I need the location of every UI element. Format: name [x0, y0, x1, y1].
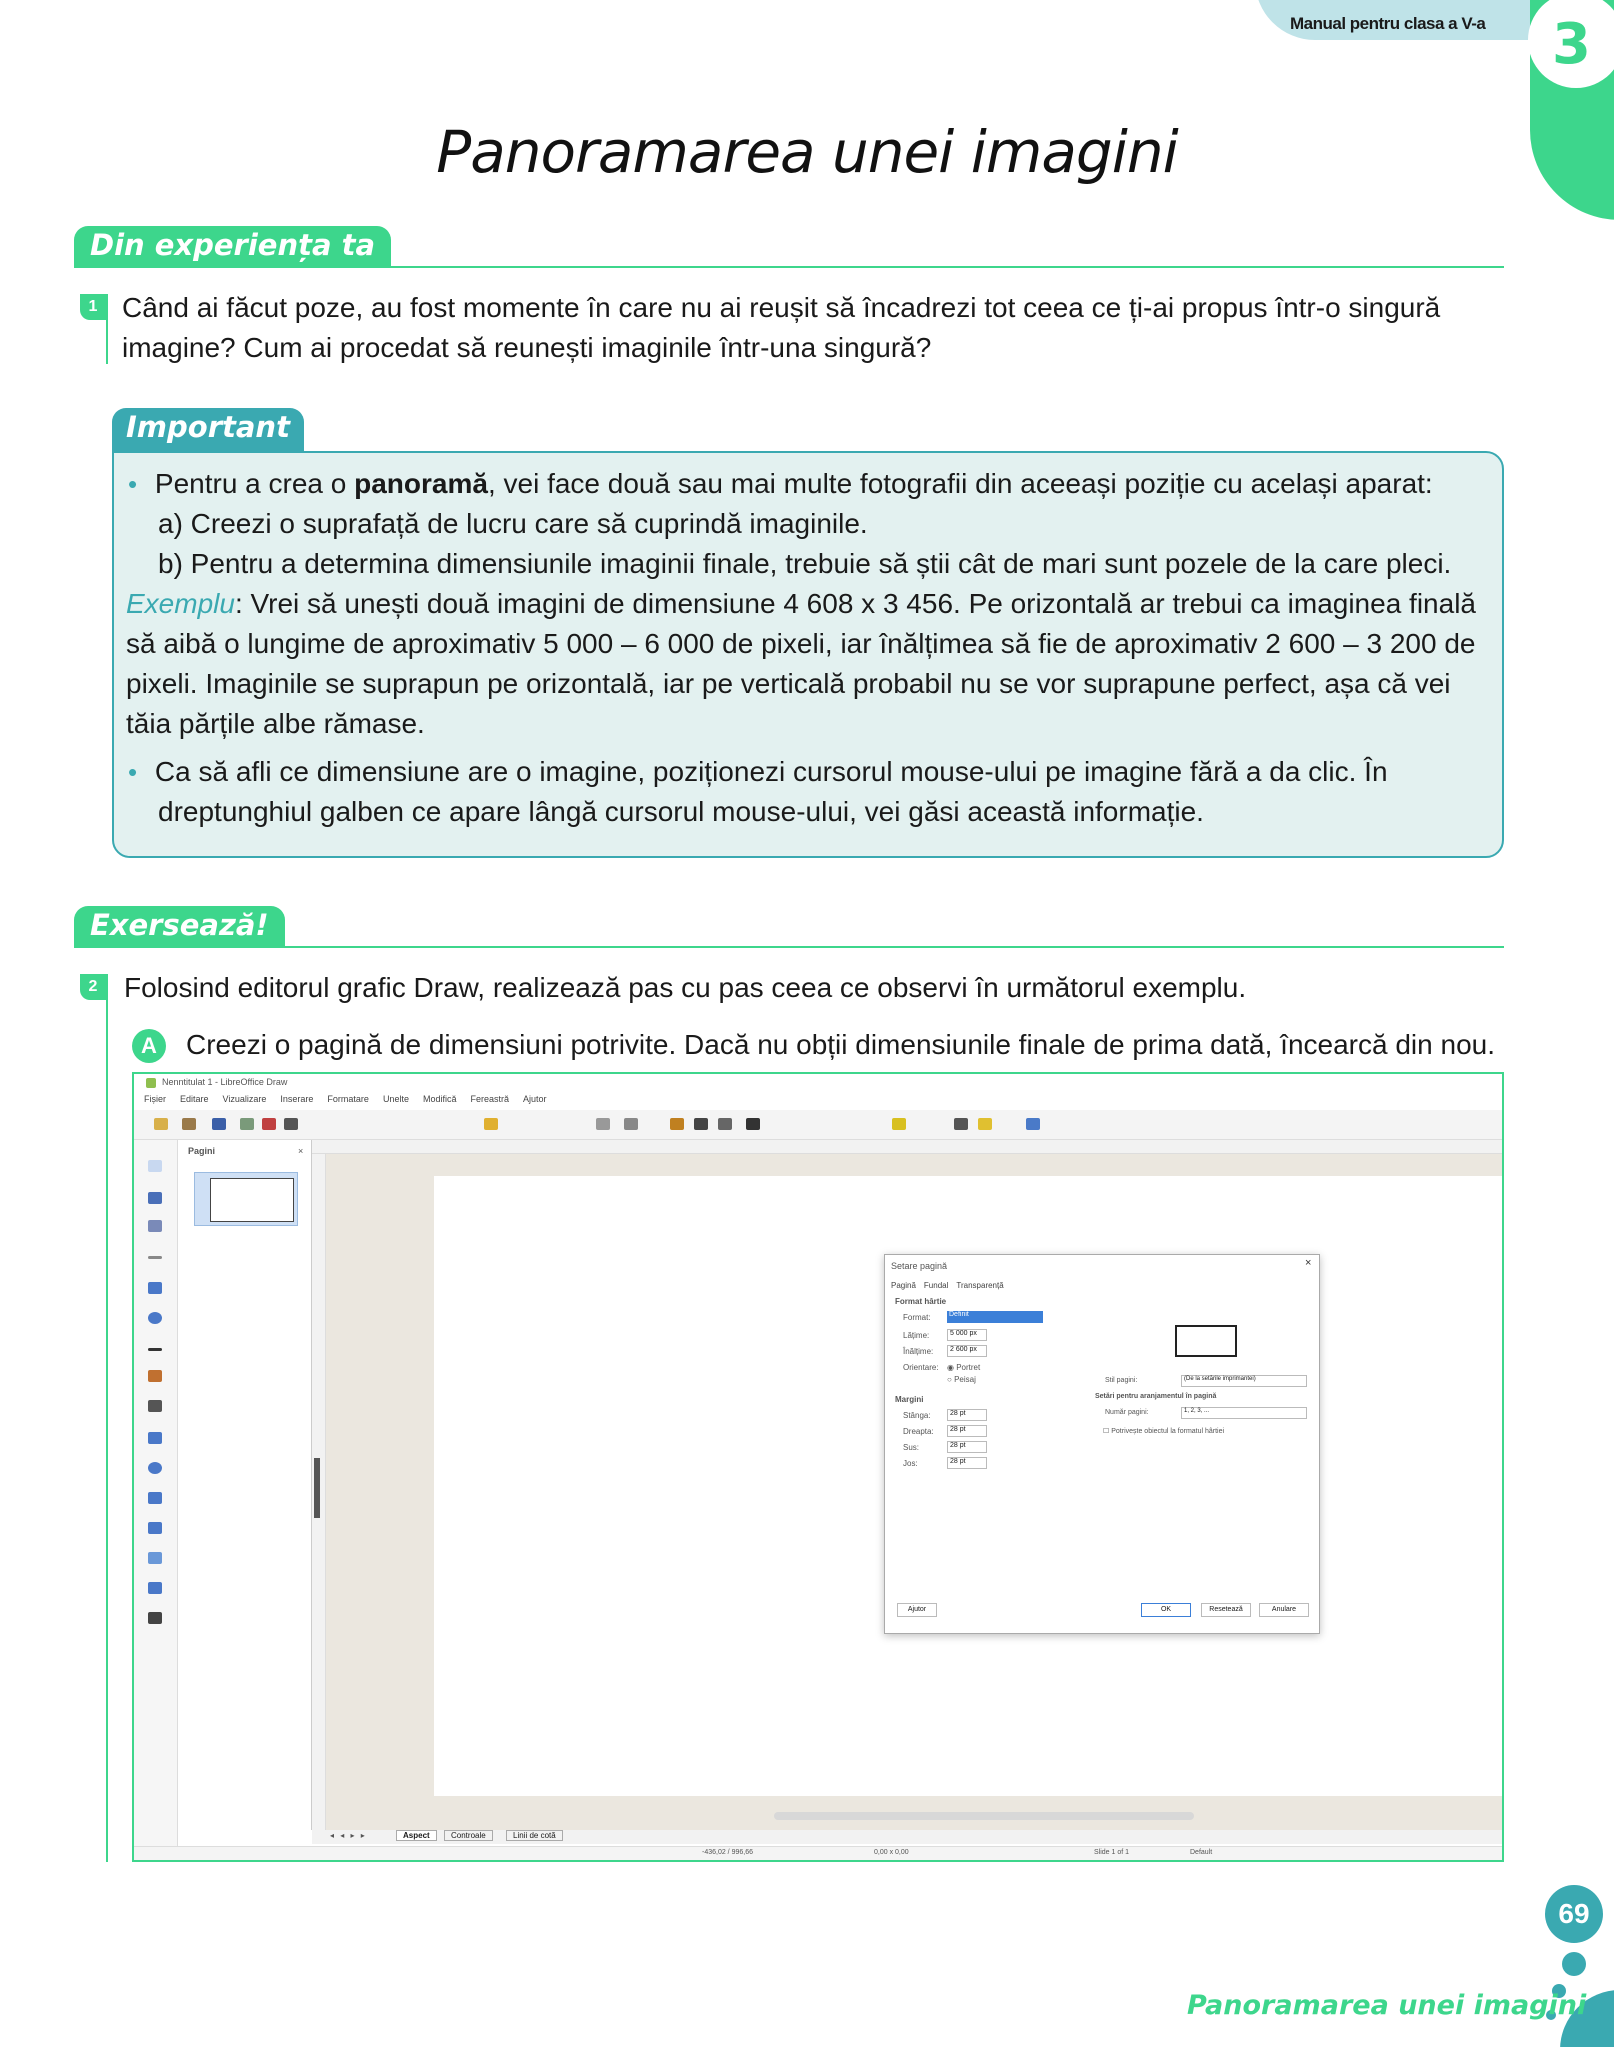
sub-item-b: b) Pentru a determina dimensiunile imaginii finale, trebuie să știi cât de mari sunt pozele de la care pleci.: [158, 548, 1452, 579]
pages-panel: [178, 1140, 312, 1830]
page-style-label: Stil pagini:: [1105, 1377, 1138, 1384]
image-icon[interactable]: [670, 1118, 684, 1130]
status-size: 0,00 x 0,00: [874, 1849, 909, 1856]
new-icon[interactable]: [154, 1118, 168, 1130]
draw-screenshot: [132, 1072, 1504, 1862]
horizontal-scrollbar[interactable]: [774, 1812, 1194, 1820]
tab-background[interactable]: Fundal: [923, 1281, 949, 1290]
points-icon[interactable]: [954, 1118, 968, 1130]
menu-item[interactable]: Ajutor: [522, 1094, 547, 1104]
page-thumbnail: [210, 1178, 294, 1222]
textbox-icon[interactable]: [694, 1118, 708, 1130]
media-icon[interactable]: [718, 1118, 732, 1130]
window-title: Nenntitulat 1 - LibreOffice Draw: [162, 1077, 288, 1087]
running-title: Panoramarea unei imagini: [1187, 1990, 1587, 2021]
app-icon: [146, 1078, 156, 1088]
cancel-button[interactable]: Anulare: [1259, 1603, 1309, 1617]
question-number: 2: [80, 974, 106, 1000]
save-icon[interactable]: [212, 1118, 226, 1130]
menu-item[interactable]: Inserare: [280, 1094, 314, 1104]
menu-item[interactable]: Modifică: [422, 1094, 457, 1104]
grid-icon[interactable]: [596, 1118, 610, 1130]
layer-tab[interactable]: Aspect: [396, 1830, 437, 1841]
flowchart-icon[interactable]: [148, 1522, 162, 1534]
margin-left-field[interactable]: 28 pt: [947, 1409, 987, 1421]
open-icon[interactable]: [182, 1118, 196, 1130]
page-numbers-select[interactable]: 1, 2, 3, ...: [1181, 1407, 1307, 1419]
section-divider: [74, 266, 1504, 268]
sub-item-a: a) Creezi o suprafață de lucru care să cuprindă imaginile.: [158, 508, 868, 539]
important-tag: Important: [112, 408, 304, 452]
bullet-line: • Pentru a crea o panoramă, vei face două sau mai multe fotografii din aceeași poziție cu același aparat:: [128, 468, 1433, 499]
status-position: -436,02 / 996,66: [702, 1849, 753, 1856]
menu-item[interactable]: Unelte: [382, 1094, 409, 1104]
paper-format-heading: Format hârtie: [895, 1297, 947, 1306]
example-line: tăia părțile albe rămase.: [126, 708, 425, 739]
example-line: Exemplu: Vrei să unești două imagini de dimensiune 4 608 x 3 456. Pe orizontală ar trebui ca imaginea finală: [126, 588, 1476, 619]
comment-icon[interactable]: [892, 1118, 906, 1130]
bullet-icon: •: [128, 469, 138, 499]
page-style-select[interactable]: (De la setările imprimantei): [1181, 1375, 1307, 1387]
tab-transparency[interactable]: Transparență: [956, 1281, 1004, 1290]
portrait-radio[interactable]: ◉ Portret: [947, 1363, 981, 1372]
margin-top-field[interactable]: 28 pt: [947, 1441, 987, 1453]
layer-tab[interactable]: Linii de cotă: [506, 1830, 563, 1841]
chapter-number: 3: [1552, 12, 1591, 77]
undo-icon[interactable]: [484, 1118, 498, 1130]
margin-bottom-field[interactable]: 28 pt: [947, 1457, 987, 1469]
width-label: Lățime:: [903, 1331, 930, 1340]
step-text: Creezi o pagină de dimensiuni potrivite. Dacă nu obții dimensiunile finale de prima dată, încearcă din nou.: [186, 1029, 1495, 1060]
block-arrows-icon[interactable]: [148, 1492, 162, 1504]
margin-right-field[interactable]: 28 pt: [947, 1425, 987, 1437]
select-icon[interactable]: [148, 1160, 162, 1172]
window-titlebar: [134, 1074, 1504, 1092]
rectangle-icon[interactable]: [148, 1282, 162, 1294]
zoom-icon[interactable]: [624, 1118, 638, 1130]
example-line: pixeli. Imaginile se suprapun pe orizontală, iar pe verticală probabil nu se vor suprapune perfect, așa că vei: [126, 668, 1451, 699]
reset-button[interactable]: Resetează: [1201, 1603, 1251, 1617]
bullet-line: dreptunghiul galben ce apare lângă cursorul mouse-ului, vei găsi această informație.: [158, 796, 1204, 827]
question-bar: [106, 974, 108, 1862]
margin-right-label: Dreapta:: [903, 1427, 934, 1436]
exercise-line: Folosind editorul grafic Draw, realizează pas cu pas ceea ce observi în următorul exemplu.: [124, 972, 1247, 1003]
fill-color-icon[interactable]: [148, 1220, 162, 1232]
format-label: Format:: [903, 1313, 931, 1322]
question-bar: [106, 294, 108, 364]
bullet-icon: •: [128, 757, 138, 787]
print-icon[interactable]: [284, 1118, 298, 1130]
question-number: 1: [80, 294, 106, 320]
help-button[interactable]: Ajutor: [897, 1603, 937, 1617]
step-badge: A: [132, 1029, 166, 1063]
example-line: să aibă o lungime de aproximativ 5 000 – 6 000 de pixeli, iar înălțimea să fie de aproximativ 2 600 – 3 200 de: [126, 628, 1476, 659]
menu-item[interactable]: Fișier: [144, 1094, 166, 1104]
dialog-tabs: [891, 1281, 1004, 1290]
page-numbers-label: Număr pagini:: [1105, 1409, 1149, 1416]
menu-item[interactable]: Fereastră: [470, 1094, 509, 1104]
rotate-icon[interactable]: [746, 1118, 760, 1130]
symbol-shapes-icon[interactable]: [148, 1462, 162, 1474]
toolbar: [134, 1110, 1504, 1140]
dialog-close-icon[interactable]: ×: [1305, 1257, 1312, 1269]
fit-object-checkbox[interactable]: ☐ Potrivește obiectul la formatul hârtiei: [1103, 1428, 1225, 1435]
status-master: Default: [1190, 1849, 1213, 1856]
ruler-marker: [314, 1458, 320, 1518]
menu-item[interactable]: Vizualizare: [222, 1094, 267, 1104]
callout-icon[interactable]: [148, 1552, 162, 1564]
close-icon[interactable]: ×: [298, 1146, 304, 1156]
export-icon[interactable]: [240, 1118, 254, 1130]
question-line: Când ai făcut poze, au fost momente în care nu ai reușit să încadrezi tot ceea ce ți-ai propus într-o singură: [122, 292, 1441, 323]
horizontal-ruler: [312, 1140, 1504, 1154]
status-slide: Slide 1 of 1: [1094, 1849, 1130, 1856]
pdf-icon[interactable]: [262, 1118, 276, 1130]
connector-icon[interactable]: [148, 1400, 162, 1412]
section-tag-exercise: Exersează!: [74, 906, 285, 948]
line-color-icon[interactable]: [148, 1192, 162, 1204]
margin-top-label: Sus:: [903, 1443, 920, 1452]
height-label: Înălțime:: [903, 1347, 934, 1356]
width-field[interactable]: 5 000 px: [947, 1329, 987, 1341]
question-line: imagine? Cum ai procedat să reunești imaginile într-una singură?: [122, 332, 932, 363]
keyword-panorama: panoramă: [354, 468, 488, 499]
format-select[interactable]: Definit: [947, 1311, 1043, 1323]
arrow-line-icon[interactable]: [148, 1348, 162, 1351]
status-bar: [134, 1846, 1504, 1862]
bullet-line: • Ca să afli ce dimensiune are o imagine, poziționezi cursorul mouse-ului pe imagine fără a da clic. În: [128, 756, 1388, 787]
tab-nav-arrows[interactable]: ◂ ◂ ▸ ▸: [330, 1831, 367, 1840]
page-number: 69: [1545, 1885, 1603, 1943]
line-tool-icon[interactable]: [148, 1256, 162, 1259]
page-setup-dialog: [884, 1254, 1320, 1634]
page-title: Panoramarea unei imagini: [436, 118, 1178, 186]
margin-left-label: Stânga:: [903, 1411, 931, 1420]
layout-settings-heading: Setări pentru aranjamentul în pagină: [1095, 1393, 1217, 1400]
ellipse-icon[interactable]: [148, 1312, 162, 1324]
ok-button[interactable]: OK: [1141, 1603, 1191, 1617]
glue-icon[interactable]: [978, 1118, 992, 1130]
section-divider: [74, 946, 1504, 948]
3d-objects-icon[interactable]: [148, 1612, 162, 1624]
extrusion-icon[interactable]: [1026, 1118, 1040, 1130]
dialog-title: Setare pagină: [891, 1261, 948, 1271]
pages-panel-title: Pagini: [188, 1146, 216, 1156]
tab-page[interactable]: Pagină: [891, 1281, 916, 1290]
menu-bar: [144, 1094, 547, 1104]
landscape-radio[interactable]: ○ Peisaj: [947, 1375, 976, 1384]
orientation-label: Orientare:: [903, 1363, 939, 1372]
book-label: Manual pentru clasa a V-a: [1290, 14, 1486, 33]
height-field[interactable]: 2 600 px: [947, 1345, 987, 1357]
basic-shapes-icon[interactable]: [148, 1432, 162, 1444]
page-preview: [1175, 1325, 1237, 1357]
example-label: Exemplu: [126, 588, 235, 619]
section-tag-experience: Din experiența ta: [74, 226, 391, 268]
margins-heading: Margini: [895, 1395, 924, 1404]
layer-tab[interactable]: Controale: [444, 1830, 493, 1841]
star-icon[interactable]: [148, 1582, 162, 1594]
menu-item[interactable]: Editare: [180, 1094, 209, 1104]
margin-bottom-label: Jos:: [903, 1459, 918, 1468]
menu-item[interactable]: Formatare: [327, 1094, 369, 1104]
curve-icon[interactable]: [148, 1370, 162, 1382]
decorative-dot: [1562, 1952, 1586, 1976]
